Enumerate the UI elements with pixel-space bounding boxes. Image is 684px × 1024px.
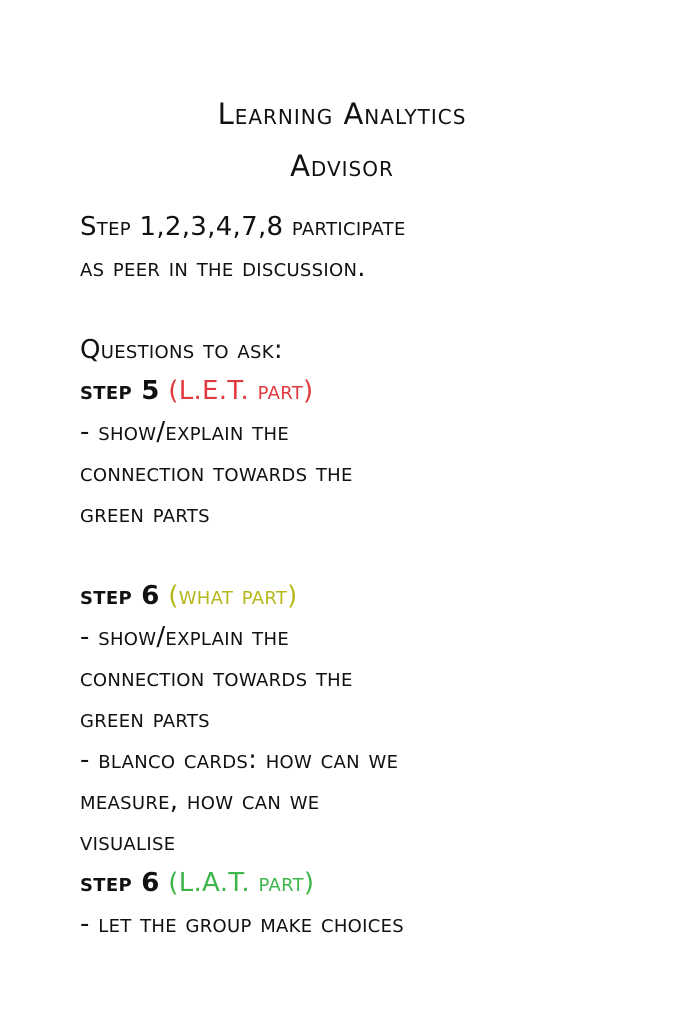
step5-label: step 5 [80,376,160,406]
spacer [80,535,670,576]
step6a-line: - show/explain the [80,622,289,652]
step6a-label: step 6 [80,581,160,611]
step5-heading [80,371,670,412]
step6a-line: connection towards the [80,663,353,693]
step6b-label: step 6 [80,868,160,898]
step6a-line: measure, how can we [80,786,320,816]
card-body [80,207,670,945]
step6b-heading [80,863,670,904]
step5-line: - show/explain the [80,417,289,447]
step6a-line: green parts [80,704,210,734]
spacer [80,289,670,330]
step6b-tag: (L.A.T. part) [168,868,315,898]
step6a-line: - blanco cards: how can we [80,745,399,775]
title-line-2: Advisor [290,149,394,183]
step6a-tag: (what part) [168,581,298,611]
card-title [0,88,684,192]
intro-line-1: Step 1,2,3,4,7,8 participate [80,212,406,242]
step5-tag: (L.E.T. part) [168,376,314,406]
questions-heading: Questions to ask: [80,335,283,365]
step6a-heading [80,576,670,617]
step6a-line: visualise [80,827,176,857]
intro-line-2: as peer in the discussion. [80,253,366,283]
step5-line: green parts [80,499,210,529]
step5-line: connection towards the [80,458,353,488]
step6b-line: - let the group make choices [80,909,405,939]
title-line-1: Learning Analytics [217,97,467,131]
